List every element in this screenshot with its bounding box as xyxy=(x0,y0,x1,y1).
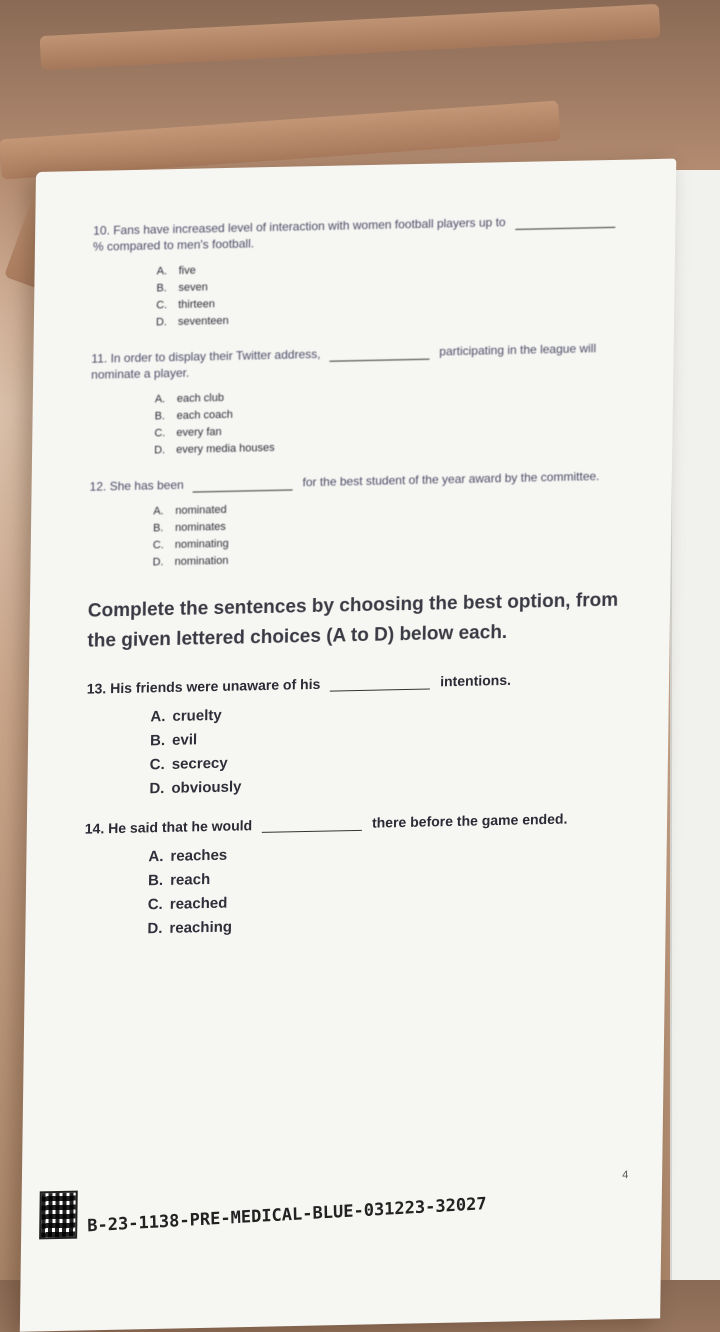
answer-blank xyxy=(330,676,430,691)
option: D. every media houses xyxy=(154,441,275,457)
option: B. reach xyxy=(148,870,211,890)
option: C. secrecy xyxy=(149,754,228,774)
answer-blank xyxy=(515,215,615,230)
question-text: intentions. xyxy=(440,671,512,690)
options-list xyxy=(149,695,627,801)
option: B. nominates xyxy=(152,520,226,535)
question-text: She has been xyxy=(109,477,184,494)
book-opposite-page xyxy=(670,170,720,1280)
question-10 xyxy=(92,211,634,332)
question-12 xyxy=(88,467,630,572)
option: B. seven xyxy=(156,281,208,295)
option: C. every fan xyxy=(154,425,222,440)
question-number: 13. xyxy=(86,680,107,697)
options-list xyxy=(156,253,633,331)
option: A. each club xyxy=(154,391,225,406)
question-text: there before the game ended. xyxy=(371,810,568,831)
book-page xyxy=(20,159,677,1332)
option: B. each coach xyxy=(154,408,234,423)
option: A. five xyxy=(156,264,196,278)
page-number: 4 xyxy=(622,1169,629,1182)
options-list xyxy=(147,835,625,941)
option: C. reached xyxy=(147,894,228,914)
question-11 xyxy=(90,339,632,460)
question-text: In order to display their Twitter address, xyxy=(110,346,321,366)
question-number: 12. xyxy=(89,479,107,494)
question-13 xyxy=(85,669,627,802)
question-number: 10. xyxy=(93,223,110,238)
question-number: 11. xyxy=(91,351,108,366)
option: C. thirteen xyxy=(156,298,215,312)
answer-blank xyxy=(330,347,430,362)
paper-code: B-23-1138-PRE-MEDICAL-BLUE-031223-32027 xyxy=(87,1194,487,1237)
ceiling-beam xyxy=(40,4,661,70)
option: D. obviously xyxy=(149,778,242,798)
option: A. reaches xyxy=(148,846,228,866)
option: C. nominating xyxy=(152,537,229,552)
option: A. cruelty xyxy=(150,706,222,726)
answer-blank xyxy=(262,818,362,833)
section-instruction: Complete the sentences by choosing the best option, from the given lettered choices (A to D) below each. xyxy=(87,589,619,652)
answer-blank xyxy=(193,477,293,492)
page-content xyxy=(83,211,634,960)
question-text: for the best student of the year award by the committee. xyxy=(302,469,600,490)
options-list xyxy=(154,381,631,459)
option: D. nomination xyxy=(152,554,229,569)
qr-code xyxy=(39,1191,78,1240)
option: B. evil xyxy=(149,731,198,750)
question-text: He said that he would xyxy=(108,817,253,837)
options-list xyxy=(152,493,629,571)
question-text: Fans have increased level of interaction with women football players up to xyxy=(113,215,506,238)
option: D. seventeen xyxy=(155,314,229,329)
option: A. nominated xyxy=(153,503,227,518)
question-14 xyxy=(83,809,625,942)
question-text: participating in the league will nominate a player. xyxy=(91,341,597,382)
question-number: 14. xyxy=(84,820,105,837)
question-text: His friends were unaware of his xyxy=(110,675,321,697)
question-text: % compared to men's football. xyxy=(92,236,255,254)
option: D. reaching xyxy=(147,918,233,938)
